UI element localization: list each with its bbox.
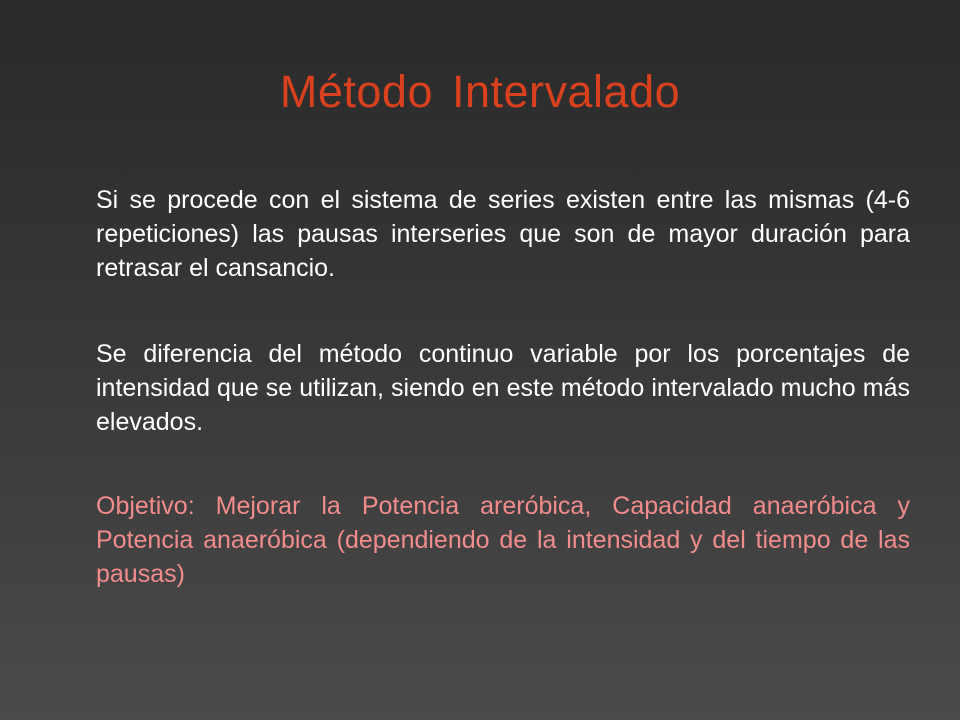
paragraph-objective: Objetivo: Mejorar la Potencia areróbica, Capacidad anaeróbica y Potencia anaeróbica (dependiendo de la intensidad y del tiempo de las pausas) xyxy=(96,492,910,588)
paragraph-difference: Se diferencia del método continuo variable por los porcentajes de intensidad que se utilizan, siendo en este método intervalado mucho más elevados. xyxy=(96,340,910,436)
paragraph-series: Si se procede con el sistema de series existen entre las mismas (4-6 repeticiones) las pausas interseries que son de mayor duración para retrasar el cansancio. xyxy=(96,186,910,282)
slide-title: Método Intervalado xyxy=(279,66,681,117)
